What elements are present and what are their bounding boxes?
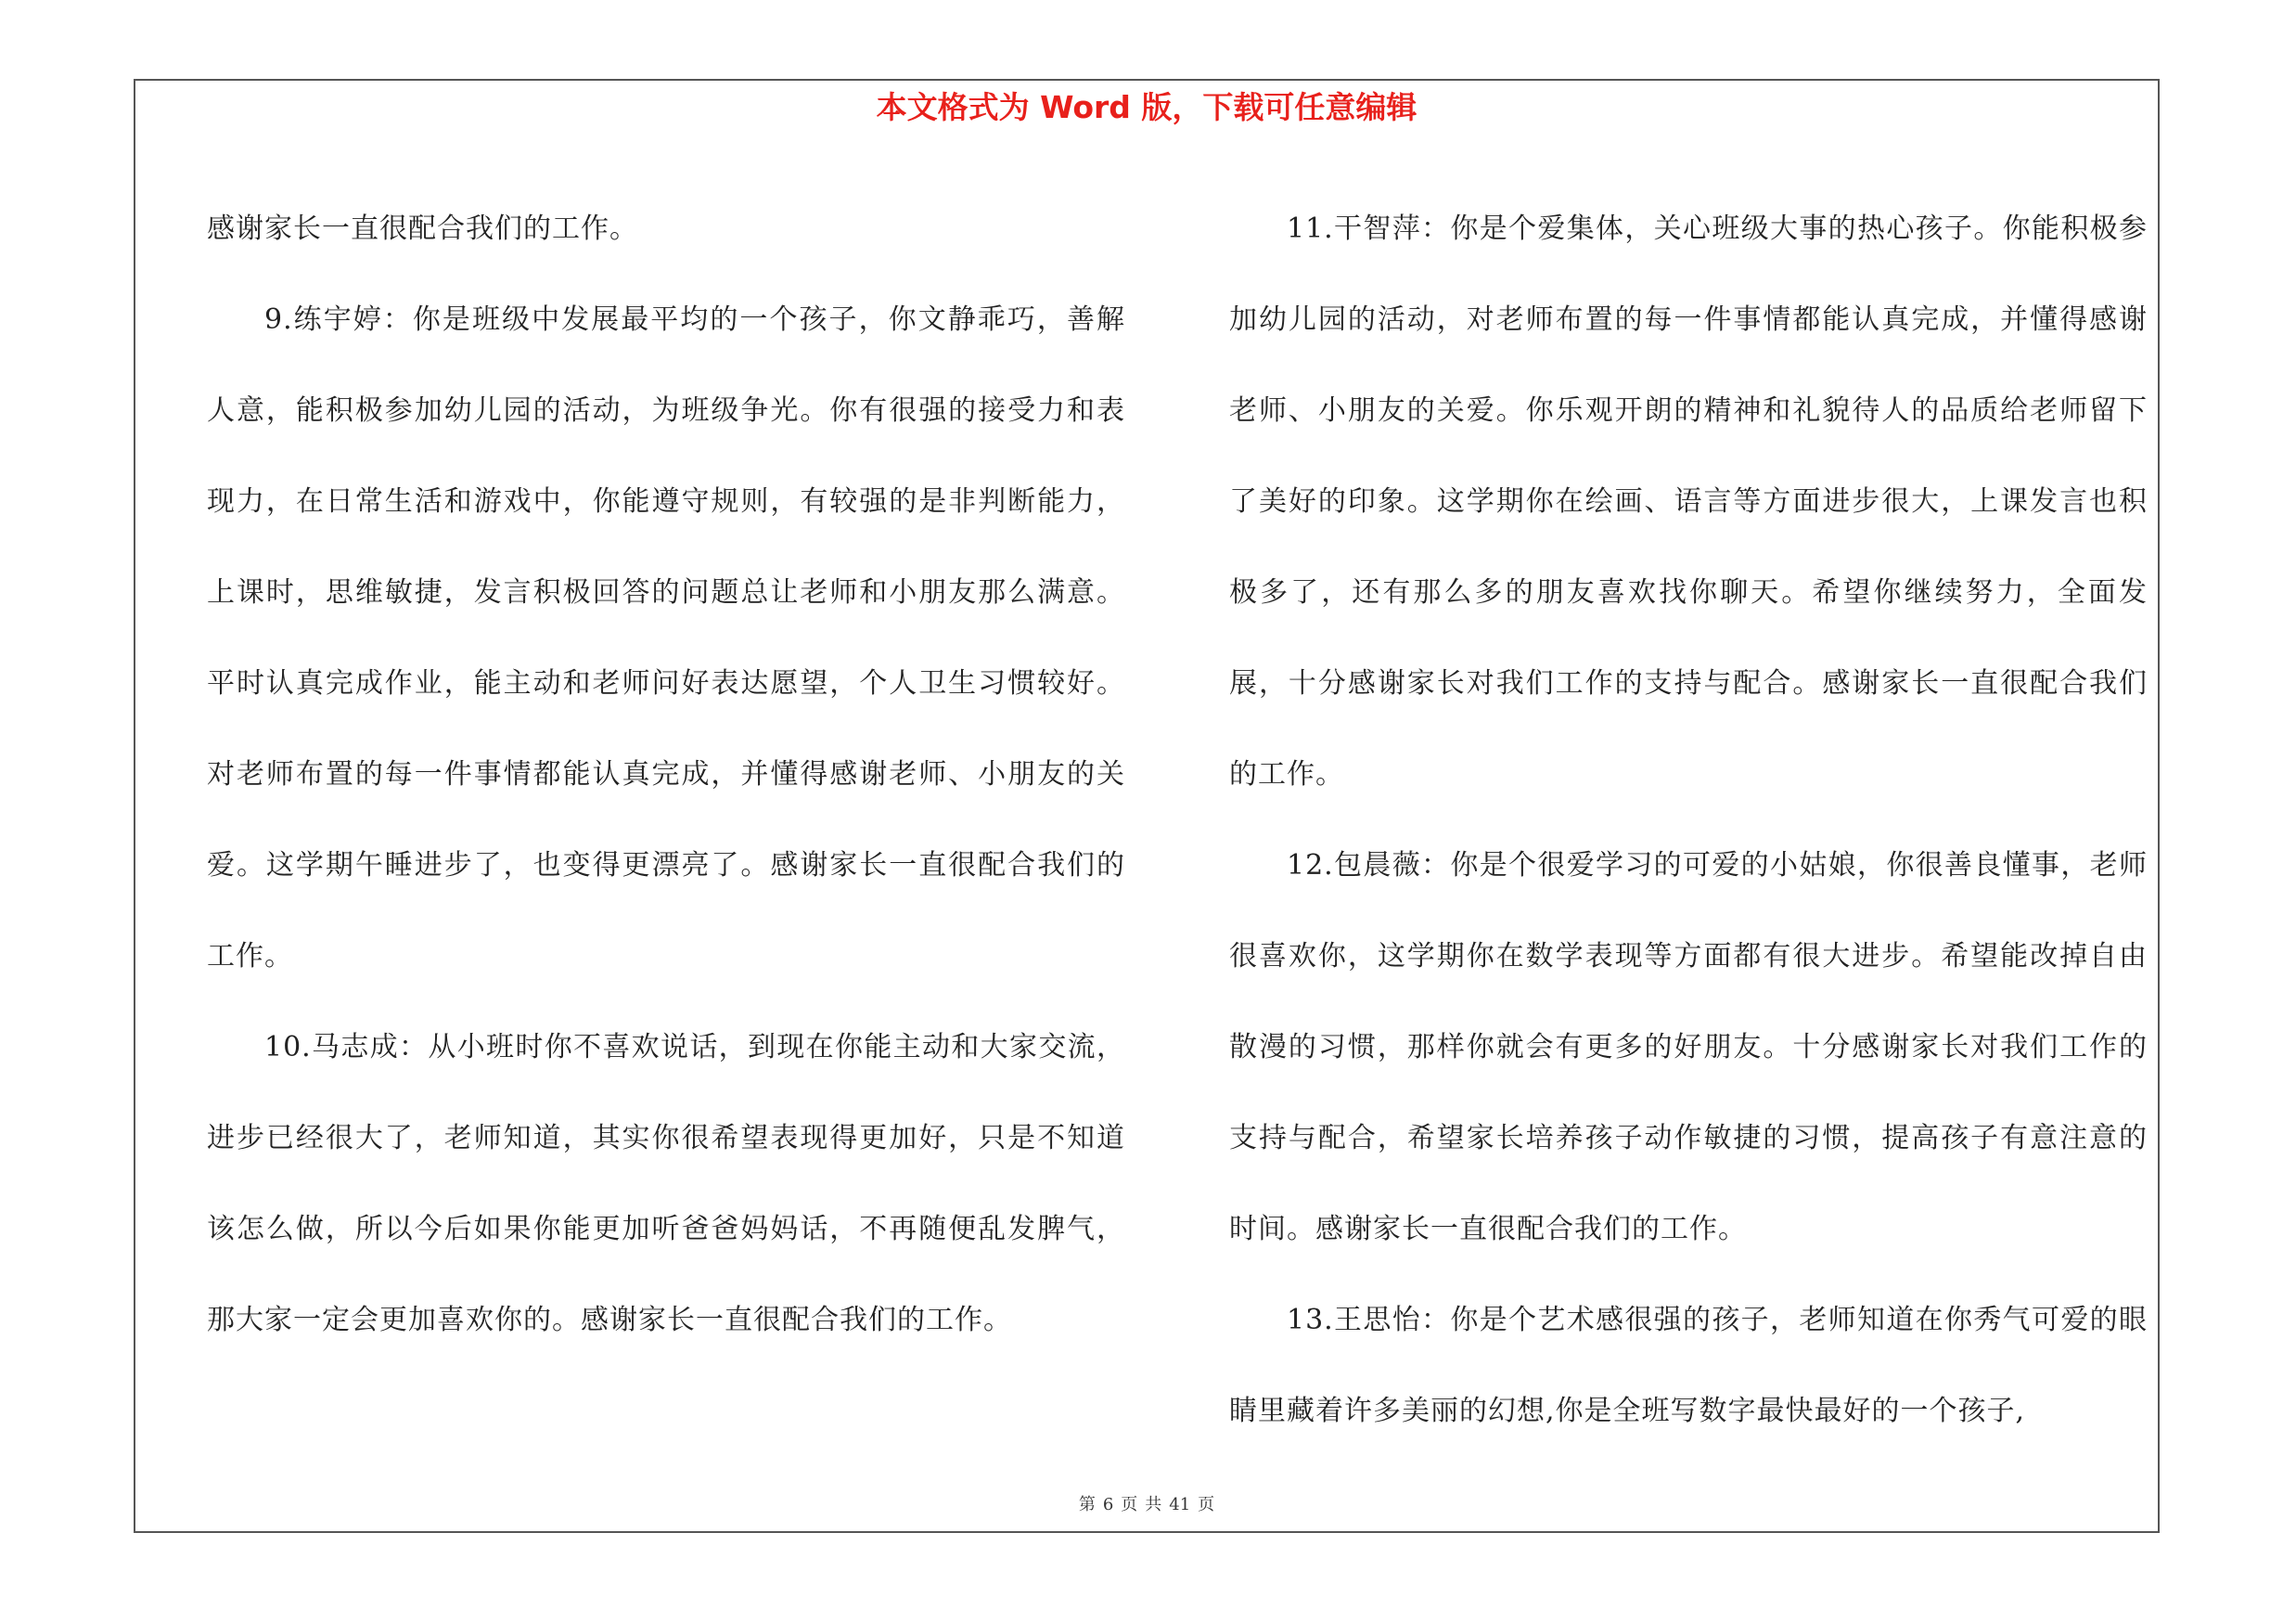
paragraph-continuation: 感谢家长一直很配合我们的工作。 [207,213,638,245]
paragraph-entry-10: 10.马志成：从小班时你不喜欢说话，到现在你能主动和大家交流，进步已经很大了，老师知道，其实你很希望表现得更加好，只是不知道该怎么做，所以今后如果你能更加听爸爸妈妈话，不再随便乱发脾气，那大家一定会更加喜欢你的。感谢家长一直很配合我们的工作。 [207,1031,1125,1336]
total-pages: 41 [1169,1495,1191,1514]
paragraph-entry-13: 13.王思怡：你是个艺术感很强的孩子，老师知道在你秀气可爱的眼睛里藏着许多美丽的幻想,你是全班写数字最快最好的一个孩子, [1229,1304,2148,1427]
document-header: 本文格式为 Word 版，下载可任意编辑 [876,89,1417,125]
total-label: 共 [1145,1495,1162,1514]
right-column [1229,184,2148,1457]
page-unit: 页 [1121,1495,1138,1514]
page-label: 第 [1078,1495,1096,1514]
paragraph-entry-9: 9.练宇婷：你是班级中发展最平均的一个孩子，你文静乖巧，善解人意，能积极参加幼儿园的活动，为班级争光。你有很强的接受力和表现力，在日常生活和游戏中，你能遵守规则，有较强的是非判断能力，上课时，思维敏捷，发言积极回答的问题总让老师和小朋友那么满意。平时认真完成作业，能主动和老师问好表达愿望，个人卫生习惯较好。对老师布置的每一件事情都能认真完成，并懂得感谢老师、小朋友的关爱。这学期午睡进步了，也变得更漂亮了。感谢家长一直很配合我们的工作。 [207,303,1125,973]
paragraph-entry-12: 12.包晨薇：你是个很爱学习的可爱的小姑娘，你很善良懂事，老师很喜欢你，这学期你在数学表现等方面都有很大进步。希望能改掉自由散漫的习惯，那样你就会有更多的好朋友。十分感谢家长对我们工作的支持与配合，希望家长培养孩子动作敏捷的习惯，提高孩子有意注意的时间。感谢家长一直很配合我们的工作。 [1229,849,2148,1245]
page-footer [134,1492,2160,1518]
page-number: 6 [1102,1495,1114,1514]
left-column [207,184,1125,1366]
total-unit: 页 [1198,1495,1215,1514]
paragraph-entry-11: 11.干智萍：你是个爱集体，关心班级大事的热心孩子。你能积极参加幼儿园的活动，对老师布置的每一件事情都能认真完成，并懂得感谢老师、小朋友的关爱。你乐观开朗的精神和礼貌待人的品质给老师留下了美好的印象。这学期你在绘画、语言等方面进步很大，上课发言也积极多了，还有那么多的朋友喜欢找你聊天。希望你继续努力，全面发展，十分感谢家长对我们工作的支持与配合。感谢家长一直很配合我们的工作。 [1229,213,2148,791]
